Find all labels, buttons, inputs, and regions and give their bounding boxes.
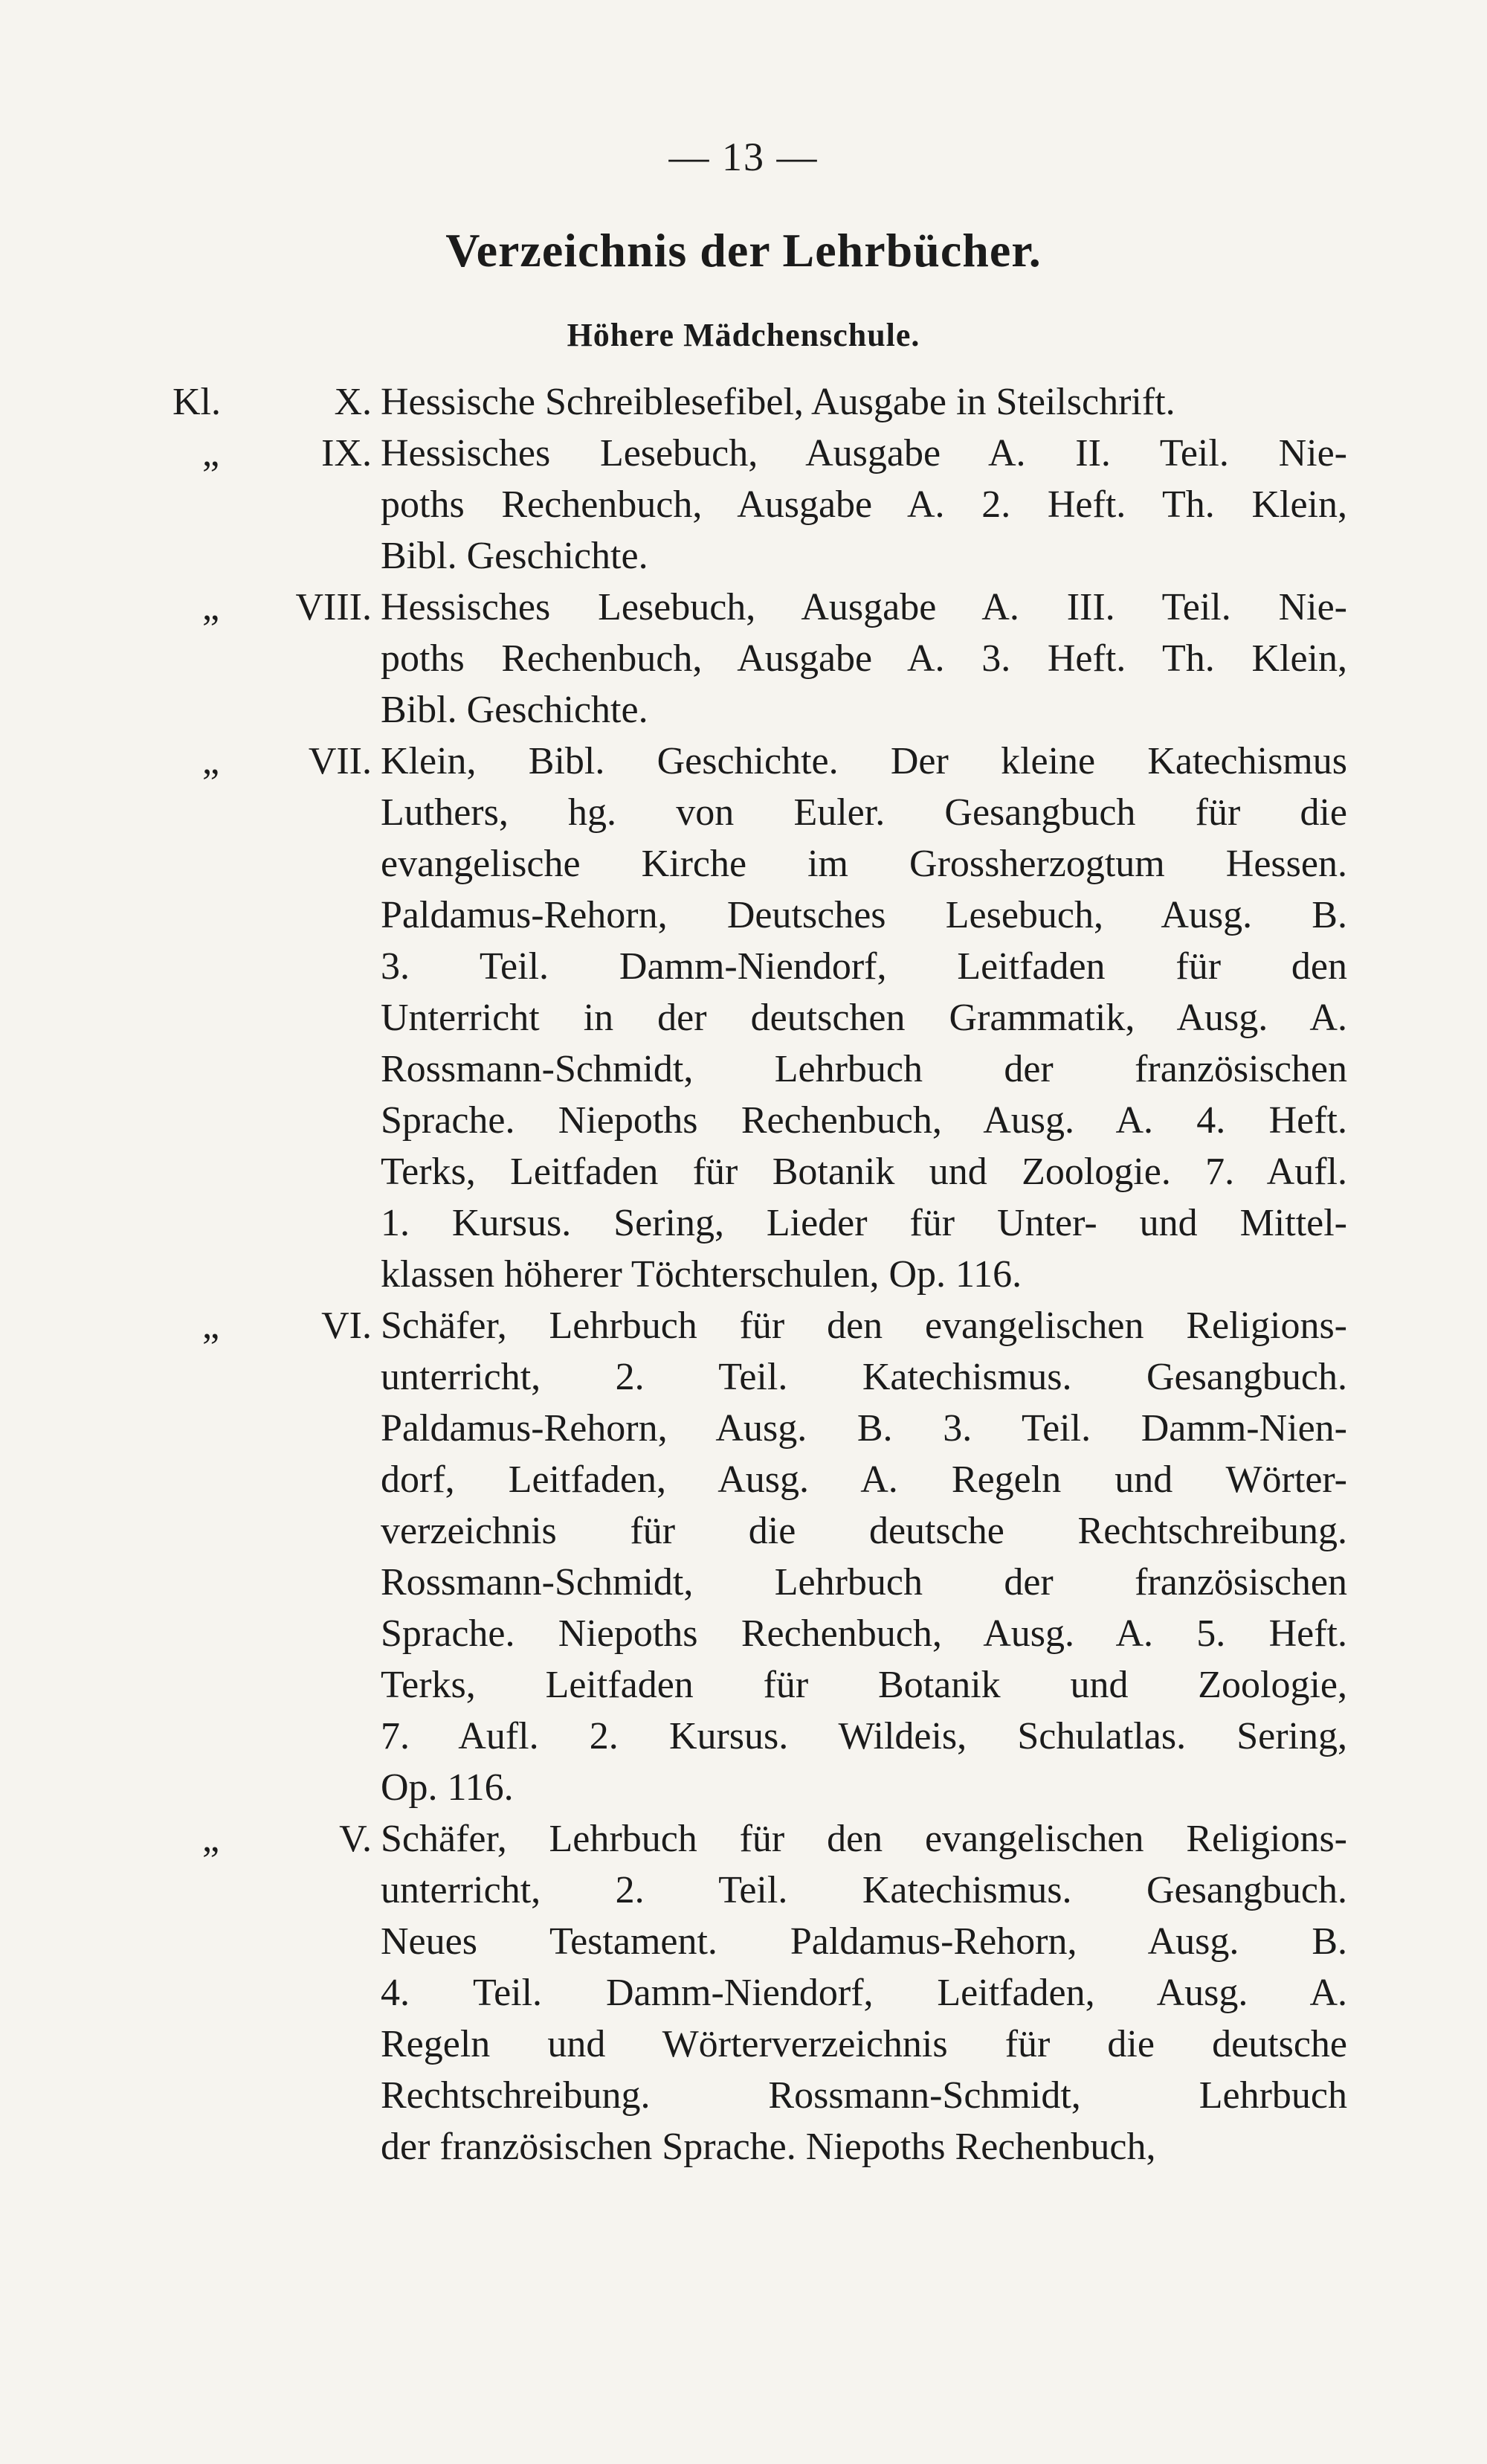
entry-line: Neues Testament. Paldamus-Rehorn, Ausg. B.: [381, 1920, 1347, 1963]
entry-line: Rossmann-Schmidt, Lehrbuch der französischen: [381, 1048, 1347, 1090]
class-prefix: Kl.: [172, 381, 221, 423]
class-entry-ix: [172, 428, 1347, 582]
entry-line: Bibl. Geschichte.: [381, 535, 648, 577]
class-label: VII.: [308, 740, 372, 782]
textbook-list: [172, 376, 1347, 2172]
entry-line: poths Rechenbuch, Ausgabe A. 2. Heft. Th. Klein,: [381, 483, 1347, 526]
page-number: — 13 —: [668, 135, 819, 179]
entry-line: Klein, Bibl. Geschichte. Der kleine Katechismus: [381, 740, 1347, 782]
entry-line: 3. Teil. Damm-Niendorf, Leitfaden für den: [381, 945, 1347, 988]
section-subtitle: Höhere Mädchenschule.: [567, 317, 920, 353]
entry-line: Op. 116.: [381, 1766, 514, 1809]
entry-line: Hessisches Lesebuch, Ausgabe A. II. Teil. Nie-: [381, 432, 1347, 475]
entry-line: Hessische Schreiblesefibel, Ausgabe in Steilschrift.: [381, 381, 1175, 423]
entry-line: Paldamus-Rehorn, Ausg. B. 3. Teil. Damm-Nien-: [381, 1407, 1347, 1450]
entry-line: Bibl. Geschichte.: [381, 689, 648, 731]
entry-line: unterricht, 2. Teil. Katechismus. Gesangbuch.: [381, 1869, 1347, 1911]
entry-line: Paldamus-Rehorn, Deutsches Lesebuch, Ausg. B.: [381, 894, 1347, 936]
entry-line: dorf, Leitfaden, Ausg. A. Regeln und Wörter-: [381, 1458, 1347, 1501]
class-entry-vi: [172, 1300, 1347, 1813]
entry-line: unterricht, 2. Teil. Katechismus. Gesangbuch.: [381, 1356, 1347, 1398]
ditto-mark: „: [202, 1305, 220, 1347]
entry-line: Schäfer, Lehrbuch für den evangelischen Religions-: [381, 1305, 1347, 1347]
ditto-mark: „: [202, 740, 220, 782]
entry-line: poths Rechenbuch, Ausgabe A. 3. Heft. Th. Klein,: [381, 637, 1347, 680]
entry-line: Sprache. Niepoths Rechenbuch, Ausg. A. 4. Heft.: [381, 1099, 1347, 1142]
entry-line: 1. Kursus. Sering, Lieder für Unter- und Mittel-: [381, 1202, 1347, 1244]
ditto-mark: „: [202, 586, 220, 628]
ditto-mark: „: [202, 1818, 220, 1860]
class-label: X.: [334, 381, 372, 423]
class-label: VIII.: [295, 586, 372, 628]
entry-line: der französischen Sprache. Niepoths Rechenbuch,: [381, 2126, 1156, 2168]
entry-line: Rossmann-Schmidt, Lehrbuch der französischen: [381, 1561, 1347, 1603]
entry-line: Luthers, hg. von Euler. Gesangbuch für die: [381, 791, 1347, 834]
class-label: IX.: [321, 432, 372, 475]
class-entry-x: [172, 376, 1347, 428]
class-entry-viii: [172, 582, 1347, 736]
class-entry-v: [172, 1813, 1347, 2172]
entry-line: verzeichnis für die deutsche Rechtschreibung.: [381, 1510, 1347, 1552]
entry-line: evangelische Kirche im Grossherzogtum Hessen.: [381, 843, 1347, 885]
entry-line: Hessisches Lesebuch, Ausgabe A. III. Teil. Nie-: [381, 586, 1347, 628]
class-entry-vii: [172, 736, 1347, 1300]
entry-line: Sprache. Niepoths Rechenbuch, Ausg. A. 5. Heft.: [381, 1612, 1347, 1655]
entry-line: 7. Aufl. 2. Kursus. Wildeis, Schulatlas. Sering,: [381, 1715, 1347, 1757]
entry-line: Schäfer, Lehrbuch für den evangelischen Religions-: [381, 1818, 1347, 1860]
class-label: VI.: [321, 1305, 372, 1347]
entry-line: Rechtschreibung. Rossmann-Schmidt, Lehrbuch: [381, 2074, 1347, 2117]
entry-line: 4. Teil. Damm-Niendorf, Leitfaden, Ausg. A.: [381, 1972, 1347, 2014]
entry-line: Terks, Leitfaden für Botanik und Zoologie. 7. Aufl.: [381, 1151, 1347, 1193]
entry-line: Terks, Leitfaden für Botanik und Zoologie,: [381, 1664, 1347, 1706]
class-label: V.: [339, 1818, 372, 1860]
entry-line: klassen höherer Töchterschulen, Op. 116.: [381, 1253, 1022, 1296]
page-title: Verzeichnis der Lehrbücher.: [445, 224, 1042, 277]
entry-line: Regeln und Wörterverzeichnis für die deutsche: [381, 2023, 1347, 2065]
entry-line: Unterricht in der deutschen Grammatik, Ausg. A.: [381, 997, 1347, 1039]
ditto-mark: „: [202, 432, 220, 475]
